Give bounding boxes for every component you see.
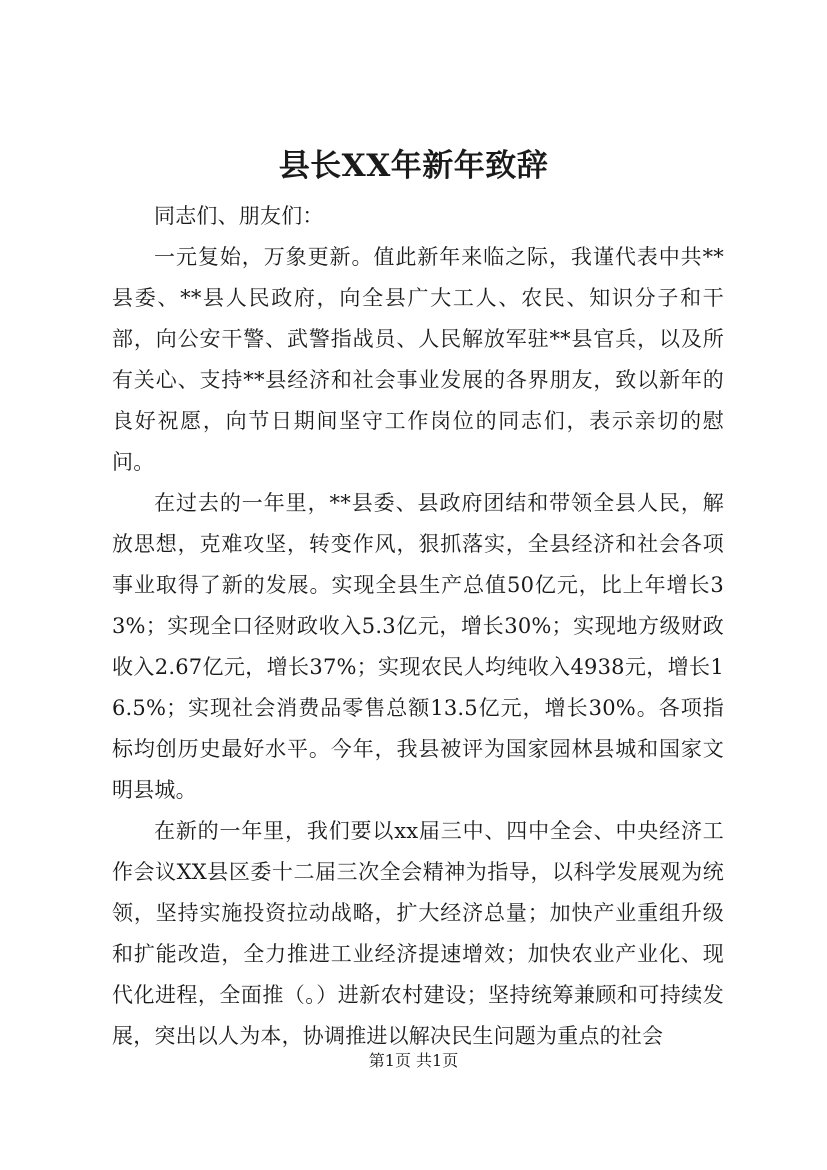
paragraph-plans: 在新的一年里，我们要以xx届三中、四中全会、中央经济工作会议XX县区委十二届三次全会精神为指导，以科学发展观为统领，坚持实施投资拉动战略，扩大经济总量；加快产业重组升级和扩能改造，全力推进工业经济提速增效；加快农业产业化、现代化进程，全面推（。）进新农村建设；坚持统筹兼顾和可持续发展，突出以人为本，协调推进以解决民生问题为重点的社会 [112,819,724,1048]
paragraph-achievements: 在过去的一年里，**县委、县政府团结和带领全县人民，解放思想，克难攻坚，转变作风，狠抓落实，全县经济和社会各项事业取得了新的发展。实现全县生产总值50亿元，比上年增长33%；实现全口径财政收入5.3亿元，增长30%；实现地方级财政收入2.67亿元，增长37%；实现农民人均纯收入4938元，增长16.5%；实现社会消费品零售总额13.5亿元，增长30%。各项指标均创历史最好水平。今年，我县被评为国家园林县城和国家文明县城。 [112,491,724,802]
document-body [112,196,724,1057]
document-title: 县长XX年新年致辞 [278,148,549,184]
salutation: 同志们、朋友们： [154,204,324,228]
page-footer: 第1页 共1页 [368,1051,459,1070]
paragraph-greeting: 一元复始，万象更新。值此新年来临之际，我谨代表中共**县委、**县人民政府，向全县广大工人、农民、知识分子和干部，向公安干警、武警指战员、人民解放军驻**县官兵，以及所有关心、支持**县经济和社会事业发展的各界朋友，致以新年的良好祝愿，向节日期间坚守工作岗位的同志们，表示亲切的慰问。 [112,245,724,474]
